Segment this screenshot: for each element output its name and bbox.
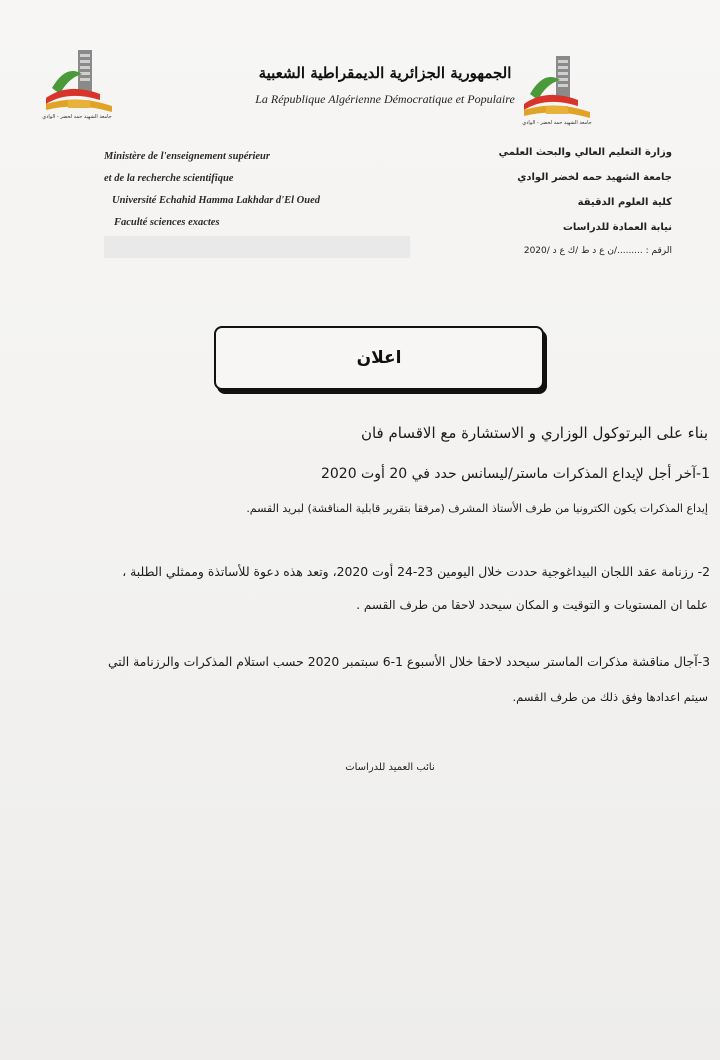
item1-line1: 1-آخر أجل لإيداع المذكرات ماستر/ليسانس حدد في 20 أوت 2020 [320,466,710,482]
university-line: Université Echahid Hamma Lakhdar d'El Oued [112,195,320,206]
intro-paragraph: بناء على البرتوكول الوزاري و الاستشارة مع الاقسام فان [360,424,708,442]
reference-number: الرقم : ........./ن ع د ط /ك ع د /2020 [523,246,672,256]
item2-line2: علما ان المستويات و التوقيت و المكان سيحدد لاحقا من طرف القسم . [356,598,708,612]
item2-line1: 2- رزنامة عقد اللجان البيداغوجية حددت خلال اليومين 23-24 أوت 2020، وتعد هذه دعوة للأساتذة وممثلي الطلبة ، [122,564,710,579]
signature-title: نائب العميد للدراسات [345,762,435,773]
deanery-line-ar: نيابة العمادة للدراسات [562,222,672,233]
university-logo-left [38,44,118,124]
republic-title-arabic: الجمهورية الجزائرية الديمقراطية الشعبية [258,64,512,82]
logo-caption-right: جامعة الشهيد حمه لخضر - الوادي [522,120,592,126]
scan-strip [104,236,410,258]
institution-block-french [104,146,404,234]
item3-line1: 3-آجال مناقشة مذكرات الماستر سيحدد لاحقا خلال الأسبوع 1-6 سبتمبر 2020 حسب استلام المذكرات والرزنامة التي [107,654,710,669]
announcement-title-box [214,326,544,390]
logo-caption-left: جامعة الشهيد حمه لخضر - الوادي [42,114,112,120]
faculty-line-ar: كلية العلوم الدقيقة [577,197,672,208]
university-line-ar: جامعة الشهيد حمه لخضر الوادي [517,172,672,183]
republic-title-french: La République Algérienne Démocratique et Populaire [255,92,515,106]
faculty-line: Faculté sciences exactes [114,217,220,228]
item1-line2: إيداع المذكرات يكون الكترونيا من طرف الأستاذ المشرف (مرفقا بتقرير قابلية المناقشة) لبريد القسم. [246,502,708,515]
ministry-line-ar: وزارة التعليم العالي والبحث العلمي [498,147,672,158]
item3-line2: سيتم اعدادها وفق ذلك من طرف القسم. [512,690,708,704]
research-line: et de la recherche scientifique [104,173,234,184]
announcement-title: اعلان [356,348,402,368]
university-logo-right [516,50,596,130]
institution-block-arabic [392,140,672,240]
ministry-line: Ministère de l'enseignement supérieur [104,151,270,162]
